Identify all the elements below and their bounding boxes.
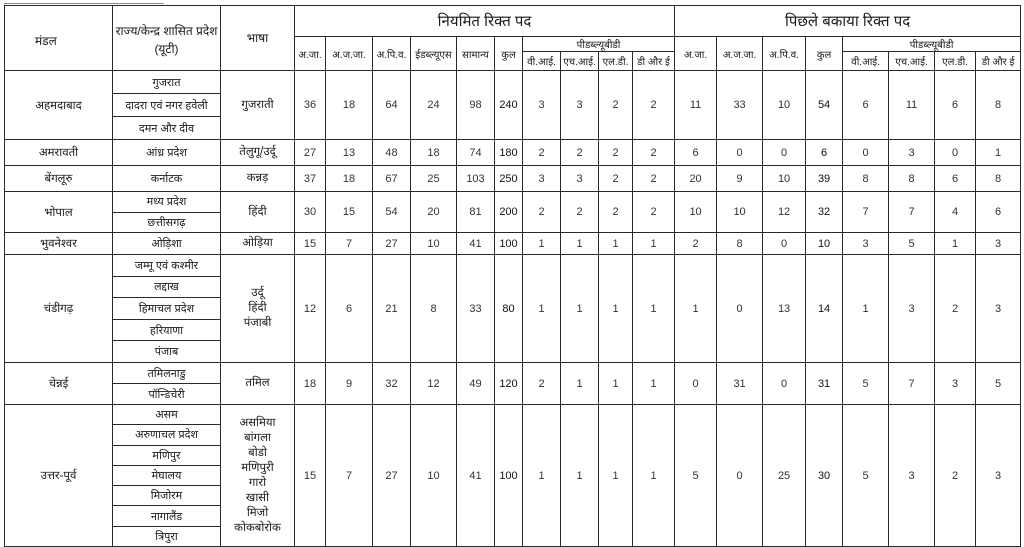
- cell-regular-value: 8: [411, 255, 457, 363]
- language-item: बांगला: [244, 431, 271, 444]
- cell-languages: [221, 233, 295, 255]
- cell-backlog-value: 10: [717, 192, 763, 233]
- cell-regular-pwbd: 1: [599, 233, 633, 255]
- cell-mandal: अमरावती: [5, 140, 113, 166]
- language-item: गुजराती: [241, 98, 274, 111]
- cell-regular-pwbd: 2: [523, 140, 561, 166]
- cell-backlog-pwbd: 1: [843, 255, 889, 363]
- cell-languages: [221, 405, 295, 547]
- language-item: तमिल: [245, 377, 270, 389]
- cell-regular-pwbd: 3: [523, 166, 561, 192]
- language-item: तेलुगू/उर्दू: [239, 146, 276, 158]
- cell-backlog-value: 10: [675, 192, 717, 233]
- table-row: [5, 71, 1021, 140]
- cell-regular-value: 41: [457, 405, 495, 547]
- cell-regular-pwbd: 1: [561, 405, 599, 547]
- cell-backlog-total: 39: [806, 166, 843, 192]
- table-body: [5, 71, 1021, 547]
- header-mandal: मंडल: [5, 6, 113, 71]
- header-bl-de: डी और ई: [976, 52, 1021, 71]
- state-item: मिजोरम: [113, 486, 220, 506]
- cell-backlog-pwbd: 3: [935, 363, 976, 405]
- cell-backlog-value: 11: [675, 71, 717, 140]
- cell-regular-pwbd: 1: [633, 233, 675, 255]
- cell-backlog-pwbd: 5: [843, 363, 889, 405]
- cell-backlog-value: 1: [675, 255, 717, 363]
- cell-backlog-value: 5: [675, 405, 717, 547]
- state-item: अरुणाचल प्रदेश: [113, 425, 220, 445]
- cell-regular-value: 41: [457, 233, 495, 255]
- cell-backlog-pwbd: 11: [889, 71, 935, 140]
- cell-regular-total: 200: [495, 192, 523, 233]
- language-item: कोकबोरोक: [234, 521, 281, 534]
- cell-regular-value: 18: [411, 140, 457, 166]
- language-item: खासी: [245, 491, 270, 504]
- cell-backlog-pwbd: 3: [889, 405, 935, 547]
- cell-backlog-pwbd: 4: [935, 192, 976, 233]
- cell-regular-pwbd: 1: [599, 405, 633, 547]
- cell-regular-pwbd: 1: [633, 405, 675, 547]
- header-reg-total: कुल: [495, 37, 523, 71]
- state-item: आंध्र प्रदेश: [146, 147, 187, 159]
- cell-regular-value: 103: [457, 166, 495, 192]
- cell-regular-pwbd: 1: [633, 363, 675, 405]
- cell-regular-pwbd: 3: [561, 71, 599, 140]
- cell-backlog-pwbd: 7: [889, 363, 935, 405]
- cell-states: [113, 140, 221, 166]
- cell-backlog-total: 54: [806, 71, 843, 140]
- cell-regular-value: 18: [295, 363, 326, 405]
- state-item: पंजाब: [154, 346, 179, 359]
- cell-regular-value: 15: [295, 405, 326, 547]
- cell-states: [113, 405, 221, 547]
- cell-mandal: चंडीगढ़: [5, 255, 113, 363]
- cell-backlog-pwbd: 2: [935, 405, 976, 547]
- cell-regular-value: 27: [373, 405, 411, 547]
- cell-backlog-pwbd: 5: [889, 233, 935, 255]
- cell-regular-value: 7: [326, 405, 373, 547]
- table-row: [5, 166, 1021, 192]
- header-reg-hi: एच.आई.: [561, 52, 599, 71]
- table-row: [5, 192, 1021, 233]
- header-reg-sc: अ.जा.: [295, 37, 326, 71]
- cell-backlog-total: 6: [806, 140, 843, 166]
- state-item: गुजरात: [113, 71, 220, 94]
- cell-regular-pwbd: 2: [523, 363, 561, 405]
- header-bl-total: कुल: [806, 37, 843, 71]
- state-item: दादरा एवं नगर हवेली: [113, 94, 220, 117]
- table-row: [5, 255, 1021, 363]
- cell-backlog-pwbd: 8: [843, 166, 889, 192]
- table-row: [5, 233, 1021, 255]
- cell-regular-pwbd: 3: [523, 71, 561, 140]
- cell-regular-value: 48: [373, 140, 411, 166]
- cell-regular-total: 80: [495, 255, 523, 363]
- cell-mandal: चेन्नई: [5, 363, 113, 405]
- cell-languages: [221, 255, 295, 363]
- state-item: मध्य प्रदेश: [113, 192, 220, 213]
- header-reg-pwbd: पीडब्ल्यूबीडी: [523, 37, 675, 52]
- cell-regular-value: 10: [411, 233, 457, 255]
- cell-mandal: उत्तर-पूर्व: [5, 405, 113, 547]
- cell-regular-total: 240: [495, 71, 523, 140]
- cell-regular-value: 27: [295, 140, 326, 166]
- state-item: जम्मू एवं कश्मीर: [113, 255, 220, 277]
- top-rule: [4, 3, 164, 4]
- cell-regular-pwbd: 1: [523, 405, 561, 547]
- cell-backlog-value: 12: [763, 192, 806, 233]
- cell-mandal: बेंगलूरु: [5, 166, 113, 192]
- cell-languages: [221, 140, 295, 166]
- cell-backlog-value: 0: [717, 140, 763, 166]
- cell-regular-value: 32: [373, 363, 411, 405]
- language-item: पंजाबी: [243, 317, 272, 329]
- cell-regular-value: 18: [326, 166, 373, 192]
- cell-backlog-value: 0: [763, 363, 806, 405]
- header-bl-pwbd: पीडब्ल्यूबीडी: [843, 37, 1021, 52]
- table-row: [5, 140, 1021, 166]
- header-bl-vi: वी.आई.: [843, 52, 889, 71]
- cell-regular-pwbd: 1: [561, 363, 599, 405]
- cell-backlog-pwbd: 0: [935, 140, 976, 166]
- state-item: पॉन्डिचेरी: [148, 388, 185, 401]
- cell-backlog-pwbd: 3: [843, 233, 889, 255]
- cell-regular-total: 120: [495, 363, 523, 405]
- language-item: असमिया: [239, 416, 276, 429]
- header-reg-ld: एल.डी.: [599, 52, 633, 71]
- cell-mandal: अहमदाबाद: [5, 71, 113, 140]
- cell-regular-value: 7: [326, 233, 373, 255]
- cell-regular-value: 64: [373, 71, 411, 140]
- cell-states: [113, 166, 221, 192]
- cell-regular-value: 12: [295, 255, 326, 363]
- cell-states: [113, 233, 221, 255]
- state-item: मणिपुर: [113, 446, 220, 466]
- cell-backlog-pwbd: 2: [935, 255, 976, 363]
- cell-backlog-value: 13: [763, 255, 806, 363]
- cell-backlog-value: 10: [763, 166, 806, 192]
- cell-regular-pwbd: 2: [561, 192, 599, 233]
- cell-languages: [221, 166, 295, 192]
- cell-regular-value: 27: [373, 233, 411, 255]
- cell-backlog-value: 2: [675, 233, 717, 255]
- header-bl-sc: अ.जा.: [675, 37, 717, 71]
- language-item: कन्नड़: [246, 172, 269, 184]
- cell-backlog-value: 10: [763, 71, 806, 140]
- cell-regular-pwbd: 2: [599, 71, 633, 140]
- language-item: ओड़िया: [242, 237, 273, 249]
- cell-backlog-pwbd: 8: [976, 166, 1021, 192]
- cell-regular-total: 100: [495, 233, 523, 255]
- cell-regular-pwbd: 2: [523, 192, 561, 233]
- cell-regular-value: 15: [326, 192, 373, 233]
- cell-backlog-pwbd: 1: [935, 233, 976, 255]
- cell-regular-value: 9: [326, 363, 373, 405]
- cell-regular-total: 250: [495, 166, 523, 192]
- cell-regular-value: 20: [411, 192, 457, 233]
- cell-regular-value: 98: [457, 71, 495, 140]
- cell-regular-pwbd: 1: [599, 363, 633, 405]
- cell-backlog-value: 8: [717, 233, 763, 255]
- cell-regular-value: 25: [411, 166, 457, 192]
- header-regular-vacancies: नियमित रिक्त पद: [295, 6, 675, 37]
- cell-languages: [221, 363, 295, 405]
- cell-backlog-pwbd: 6: [976, 192, 1021, 233]
- state-item: तमिलनाडु: [113, 363, 220, 384]
- cell-regular-pwbd: 2: [599, 166, 633, 192]
- language-item: गारो: [248, 476, 267, 489]
- state-item: हिमाचल प्रदेश: [113, 298, 220, 320]
- cell-backlog-value: 9: [717, 166, 763, 192]
- state-item: लद्दाख: [113, 277, 220, 299]
- cell-backlog-value: 6: [675, 140, 717, 166]
- cell-states: [113, 71, 221, 140]
- cell-backlog-pwbd: 8: [976, 71, 1021, 140]
- cell-backlog-pwbd: 1: [976, 140, 1021, 166]
- cell-states: [113, 192, 221, 233]
- cell-backlog-pwbd: 3: [976, 233, 1021, 255]
- cell-backlog-pwbd: 7: [843, 192, 889, 233]
- state-item: दमन और दीव: [138, 122, 195, 135]
- cell-regular-value: 12: [411, 363, 457, 405]
- cell-backlog-pwbd: 6: [843, 71, 889, 140]
- cell-regular-pwbd: 1: [523, 233, 561, 255]
- cell-regular-pwbd: 2: [633, 140, 675, 166]
- cell-regular-value: 18: [326, 71, 373, 140]
- table-header: [5, 6, 1021, 71]
- state-item: नागालैंड: [113, 506, 220, 526]
- cell-regular-pwbd: 2: [633, 192, 675, 233]
- header-reg-general: सामान्य: [457, 37, 495, 71]
- header-state-label: राज्य/केन्द्र शासित प्रदेश (यूटी): [115, 24, 218, 56]
- cell-regular-value: 81: [457, 192, 495, 233]
- cell-backlog-pwbd: 6: [935, 166, 976, 192]
- cell-languages: [221, 192, 295, 233]
- cell-backlog-pwbd: 3: [976, 255, 1021, 363]
- cell-backlog-pwbd: 5: [976, 363, 1021, 405]
- header-reg-st: अ.ज.जा.: [326, 37, 373, 71]
- language-item: मणिपुरी: [241, 461, 274, 474]
- cell-backlog-value: 31: [717, 363, 763, 405]
- vacancy-table: [4, 5, 1021, 547]
- cell-regular-value: 74: [457, 140, 495, 166]
- header-backlog-vacancies: पिछले बकाया रिक्त पद: [675, 6, 1021, 37]
- table-row: [5, 363, 1021, 405]
- state-item: छत्तीसगढ़: [147, 216, 186, 229]
- cell-regular-pwbd: 1: [523, 255, 561, 363]
- cell-backlog-value: 0: [763, 140, 806, 166]
- language-item: मिजो: [246, 506, 269, 519]
- cell-states: [113, 255, 221, 363]
- header-language: भाषा: [221, 6, 295, 71]
- cell-regular-pwbd: 3: [561, 166, 599, 192]
- header-bl-obc: अ.पि.व.: [763, 37, 806, 71]
- cell-regular-pwbd: 2: [633, 71, 675, 140]
- cell-backlog-value: 0: [763, 233, 806, 255]
- cell-regular-value: 49: [457, 363, 495, 405]
- cell-mandal: भुवनेश्वर: [5, 233, 113, 255]
- cell-regular-total: 100: [495, 405, 523, 547]
- header-bl-st: अ.ज.जा.: [717, 37, 763, 71]
- cell-states: [113, 363, 221, 405]
- cell-backlog-total: 32: [806, 192, 843, 233]
- cell-backlog-value: 25: [763, 405, 806, 547]
- header-reg-vi: वी.आई.: [523, 52, 561, 71]
- header-reg-de: डी और ई: [633, 52, 675, 71]
- cell-regular-value: 24: [411, 71, 457, 140]
- language-item: बोडो: [248, 446, 267, 459]
- table-row: [5, 405, 1021, 547]
- cell-regular-pwbd: 1: [633, 255, 675, 363]
- cell-regular-value: 15: [295, 233, 326, 255]
- cell-regular-total: 180: [495, 140, 523, 166]
- cell-regular-value: 67: [373, 166, 411, 192]
- language-item: उर्दू: [251, 287, 264, 299]
- cell-backlog-total: 10: [806, 233, 843, 255]
- cell-regular-pwbd: 2: [599, 140, 633, 166]
- cell-backlog-pwbd: 5: [843, 405, 889, 547]
- cell-backlog-pwbd: 3: [889, 255, 935, 363]
- cell-languages: [221, 71, 295, 140]
- cell-backlog-value: 0: [717, 405, 763, 547]
- cell-regular-value: 33: [457, 255, 495, 363]
- cell-regular-value: 54: [373, 192, 411, 233]
- cell-regular-value: 30: [295, 192, 326, 233]
- cell-backlog-pwbd: 8: [889, 166, 935, 192]
- state-item: ओड़िशा: [151, 238, 182, 250]
- cell-mandal: भोपाल: [5, 192, 113, 233]
- cell-backlog-value: 0: [675, 363, 717, 405]
- cell-regular-value: 13: [326, 140, 373, 166]
- state-item: हरियाणा: [113, 320, 220, 342]
- cell-backlog-pwbd: 0: [843, 140, 889, 166]
- header-reg-ews: ईडब्ल्यूएस: [411, 37, 457, 71]
- cell-regular-value: 36: [295, 71, 326, 140]
- cell-regular-pwbd: 2: [633, 166, 675, 192]
- cell-regular-value: 21: [373, 255, 411, 363]
- cell-backlog-pwbd: 3: [976, 405, 1021, 547]
- header-state: [113, 6, 221, 71]
- header-bl-hi: एच.आई.: [889, 52, 935, 71]
- cell-regular-pwbd: 1: [561, 255, 599, 363]
- cell-backlog-pwbd: 3: [889, 140, 935, 166]
- cell-backlog-value: 0: [717, 255, 763, 363]
- cell-regular-value: 6: [326, 255, 373, 363]
- cell-regular-pwbd: 1: [561, 233, 599, 255]
- state-item: मेघालय: [113, 466, 220, 486]
- language-item: हिंदी: [248, 302, 267, 314]
- header-reg-obc: अ.पि.व.: [373, 37, 411, 71]
- cell-regular-pwbd: 1: [599, 255, 633, 363]
- cell-backlog-pwbd: 7: [889, 192, 935, 233]
- cell-regular-pwbd: 2: [561, 140, 599, 166]
- cell-regular-value: 37: [295, 166, 326, 192]
- cell-regular-pwbd: 2: [599, 192, 633, 233]
- cell-regular-value: 10: [411, 405, 457, 547]
- state-item: त्रिपुरा: [155, 530, 178, 543]
- cell-backlog-total: 31: [806, 363, 843, 405]
- cell-backlog-value: 20: [675, 166, 717, 192]
- header-bl-ld: एल.डी.: [935, 52, 976, 71]
- state-item: असम: [113, 405, 220, 425]
- state-item: कर्नाटक: [150, 173, 183, 185]
- cell-backlog-pwbd: 6: [935, 71, 976, 140]
- cell-backlog-total: 14: [806, 255, 843, 363]
- language-item: हिंदी: [248, 205, 267, 218]
- cell-backlog-total: 30: [806, 405, 843, 547]
- cell-backlog-value: 33: [717, 71, 763, 140]
